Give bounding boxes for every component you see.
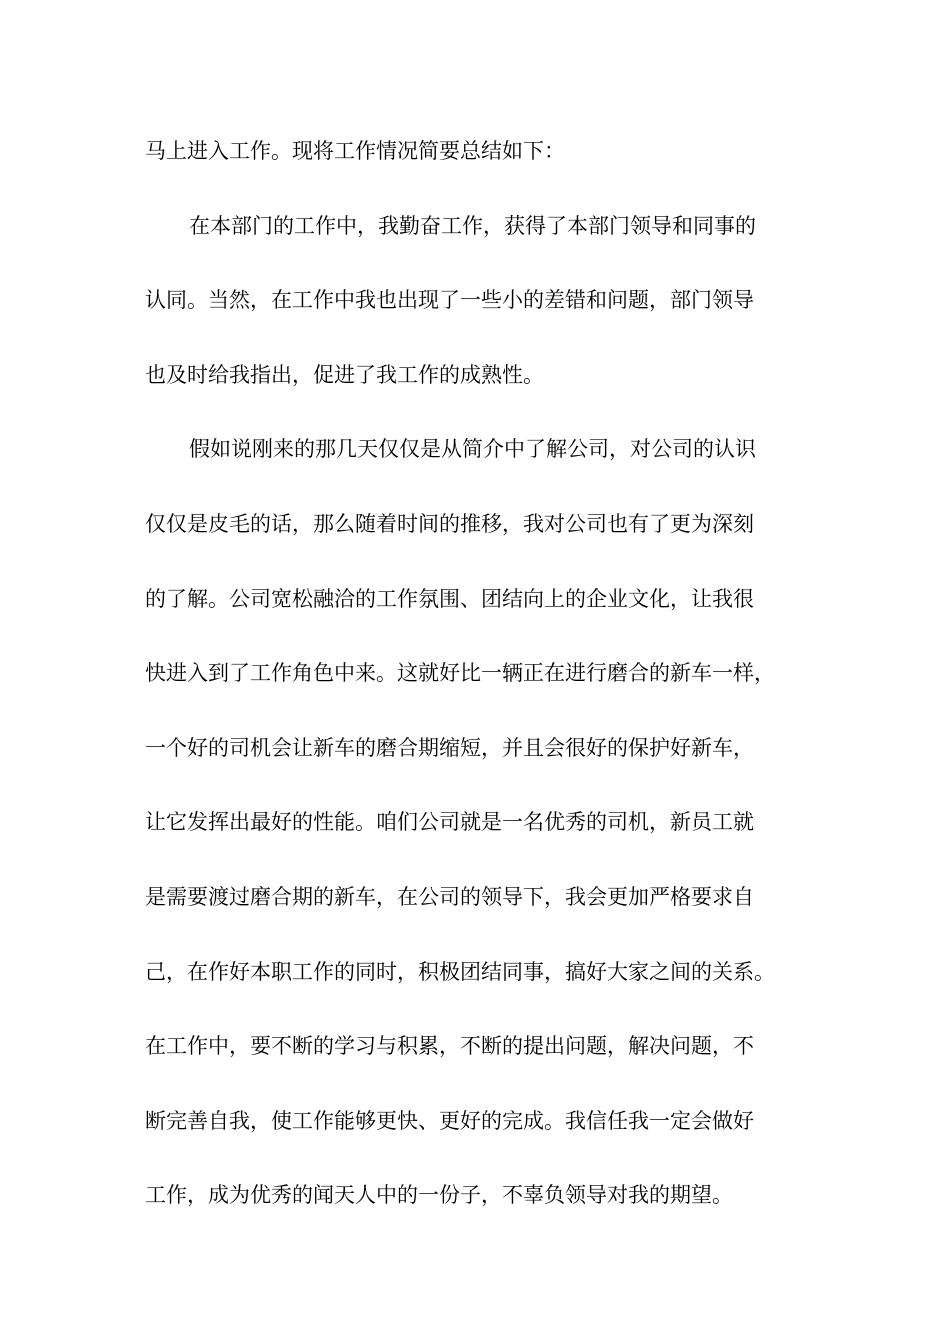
text-line: 断完善自我，使工作能够更快、更好的完成。我信任我一定会做好 [145, 1108, 754, 1133]
text-line: 马上进入工作。现将工作情况简要总结如下： [145, 139, 565, 163]
text-line: 一个好的司机会让新车的磨合期缩短，并且会很好的保护好新车， [145, 735, 754, 760]
text-line: 也及时给我指出，促进了我工作的成熟性。 [145, 362, 544, 387]
paragraph-start-line: 在本部门的工作中，我勤奋工作，获得了本部门领导和同事的 [189, 213, 756, 238]
text-line: 认同。当然，在工作中我也出现了一些小的差错和问题，部门领导 [145, 288, 754, 313]
text-line: 的了解。公司宽松融洽的工作氛围、团结向上的企业文化，让我很 [145, 586, 754, 611]
text-line: 在工作中，要不断的学习与积累，不断的提出问题，解决问题，不 [145, 1034, 754, 1059]
text-line: 让它发挥出最好的性能。咱们公司就是一名优秀的司机，新员工就 [145, 810, 754, 835]
paragraph-start-line: 假如说刚来的那几天仅仅是从简介中了解公司，对公司的认识 [189, 437, 756, 462]
text-line: 仅仅是皮毛的话，那么随着时间的推移，我对公司也有了更为深刻 [145, 511, 754, 536]
body-text [145, 128, 825, 1247]
text-line: 快进入到了工作角色中来。这就好比一辆正在进行磨合的新车一样， [145, 661, 775, 686]
text-line: 工作，成为优秀的闻天人中的一份子，不辜负领导对我的期望。 [145, 1183, 733, 1208]
text-line: 己，在作好本职工作的同时，积极团结同事，搞好大家之间的关系。 [145, 959, 775, 984]
text-line: 是需要渡过磨合期的新车，在公司的领导下，我会更加严格要求自 [145, 884, 754, 909]
